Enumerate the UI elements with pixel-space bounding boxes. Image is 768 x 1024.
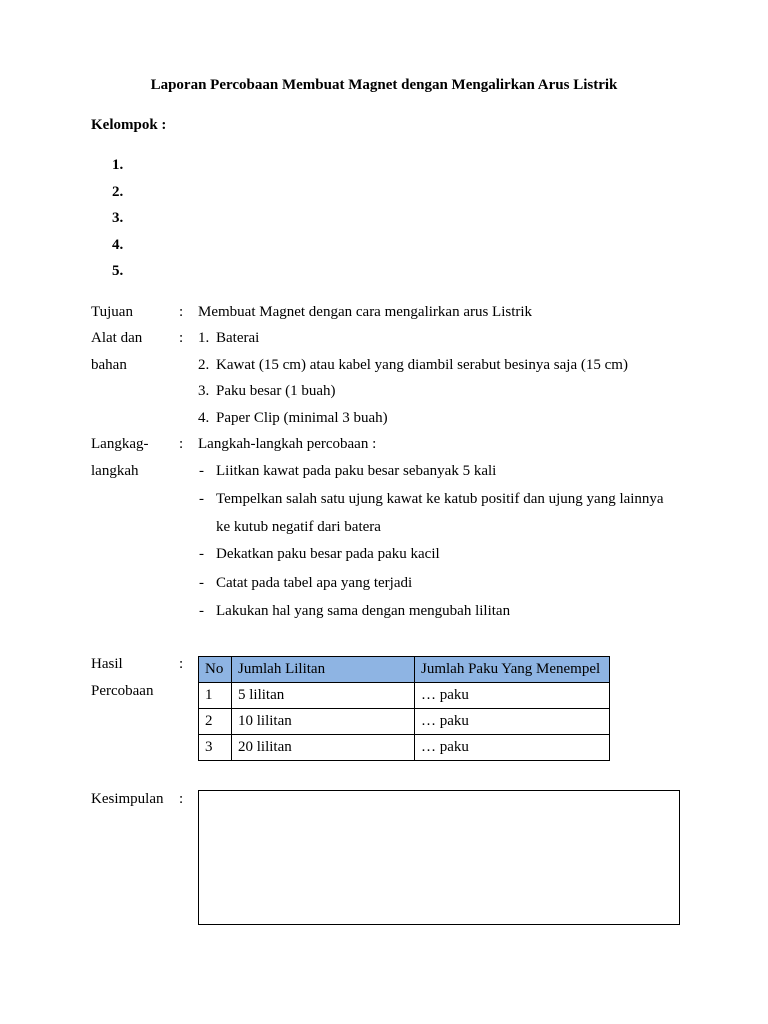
hasil-label: Hasil — [91, 656, 123, 672]
alat-item-number: 4. — [198, 410, 210, 426]
dash-bullet: - — [199, 603, 204, 619]
kelompok-number: 3. — [112, 210, 124, 226]
langkah-step: Liitkan kawat pada paku besar sebanyak 5 kali — [216, 463, 497, 479]
kelompok-number: 1. — [112, 157, 124, 173]
table-cell: 20 lilitan — [232, 735, 415, 761]
tujuan-text: Membuat Magnet dengan cara mengalirkan arus Listrik — [198, 304, 533, 320]
colon: : — [179, 791, 184, 807]
table-cell: 1 — [199, 683, 232, 709]
table-cell: 10 lilitan — [232, 709, 415, 735]
table-row — [199, 709, 610, 735]
kelompok-number: 2. — [112, 184, 124, 200]
langkah-label: langkah — [91, 463, 139, 479]
kelompok-number: 5. — [112, 263, 124, 279]
langkah-step: Dekatkan paku besar pada paku kacil — [216, 546, 440, 562]
langkah-step: Tempelkan salah satu ujung kawat ke katub positif dan ujung yang lainnya — [216, 491, 664, 507]
header-cell: Jumlah Paku Yang Menempel — [415, 657, 610, 683]
dash-bullet: - — [199, 546, 204, 562]
table-row — [199, 735, 610, 761]
langkah-step: Lakukan hal yang sama dengan mengubah lilitan — [216, 603, 511, 619]
table-cell: 2 — [199, 709, 232, 735]
results-table — [198, 656, 610, 761]
dash-bullet: - — [199, 491, 204, 507]
header-cell: No — [199, 657, 232, 683]
langkah-intro: Langkah-langkah percobaan : — [198, 436, 377, 452]
langkah-step-continued: ke kutub negatif dari batera — [216, 519, 381, 535]
table-cell: … paku — [415, 683, 610, 709]
table-row — [199, 683, 610, 709]
alat-item: Paku besar (1 buah) — [216, 383, 336, 399]
alat-item-number: 3. — [198, 383, 210, 399]
dash-bullet: - — [199, 463, 204, 479]
table-header-row — [199, 657, 610, 683]
kelompok-number: 4. — [112, 237, 124, 253]
alat-item: Kawat (15 cm) atau kabel yang diambil serabut besinya saja (15 cm) — [216, 357, 628, 373]
table-cell: … paku — [415, 735, 610, 761]
alat-item-number: 1. — [198, 330, 210, 346]
colon: : — [179, 656, 184, 672]
colon: : — [179, 436, 184, 452]
alat-item: Paper Clip (minimal 3 buah) — [216, 410, 388, 426]
tujuan-label: Tujuan — [91, 304, 133, 320]
alat-label: bahan — [91, 357, 127, 373]
alat-item: Baterai — [216, 330, 260, 346]
kelompok-label: Kelompok : — [91, 117, 167, 133]
table-cell: 5 lilitan — [232, 683, 415, 709]
kesimpulan-box[interactable] — [198, 790, 680, 925]
colon: : — [179, 304, 184, 320]
document-title: Laporan Percobaan Membuat Magnet dengan Mengalirkan Arus Listrik — [150, 77, 618, 93]
dash-bullet: - — [199, 575, 204, 591]
alat-label: Alat dan — [91, 330, 143, 346]
langkah-step: Catat pada tabel apa yang terjadi — [216, 575, 413, 591]
table-cell: 3 — [199, 735, 232, 761]
kesimpulan-label: Kesimpulan — [91, 791, 164, 807]
langkah-label: Langkag- — [91, 436, 149, 452]
alat-item-number: 2. — [198, 357, 210, 373]
header-cell: Jumlah Lilitan — [232, 657, 415, 683]
colon: : — [179, 330, 184, 346]
table-cell: … paku — [415, 709, 610, 735]
hasil-label: Percobaan — [91, 683, 154, 699]
